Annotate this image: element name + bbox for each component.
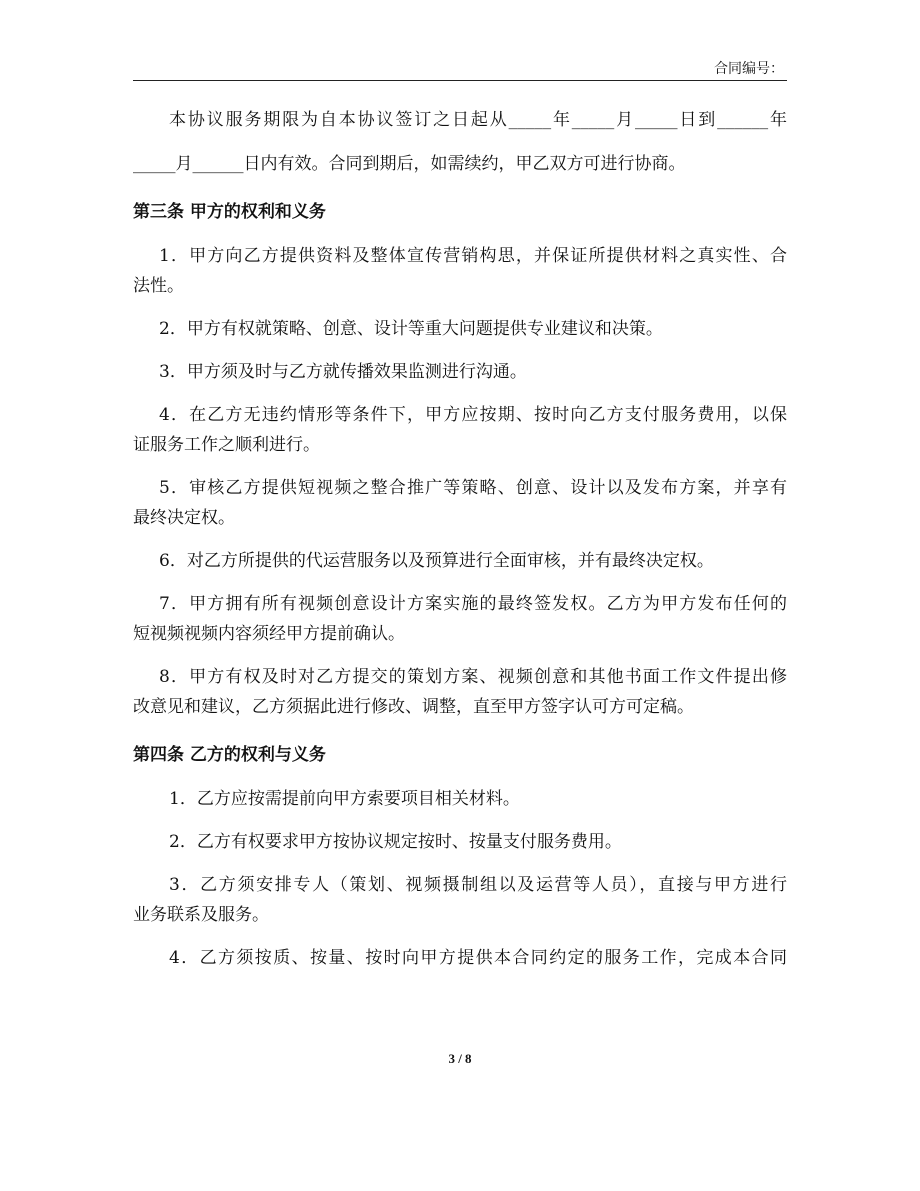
- page-number: 3 / 8: [448, 1051, 472, 1066]
- a3-item-7-line-1: 7．甲方拥有所有视频创意设计方案实施的最终签发权。乙方为甲方发布任何的: [159, 594, 787, 614]
- a3-item-7-line-2: 短视频视频内容须经甲方提前确认。: [133, 624, 405, 644]
- a3-item-4-line-2: 证服务工作之顺利进行。: [133, 435, 320, 455]
- term-line-1: 本协议服务期限为自本协议签订之日起从_____年_____月_____日到______年: [169, 110, 787, 130]
- a3-item-1-line-1: 1．甲方向乙方提供资料及整体宣传营销构思，并保证所提供材料之真实性、合: [159, 246, 787, 266]
- a3-item-3: 3．甲方须及时与乙方就传播效果监测进行沟通。: [159, 362, 527, 382]
- a3-item-5-line-2: 最终决定权。: [133, 508, 235, 528]
- a3-item-2: 2．甲方有权就策略、创意、设计等重大问题提供专业建议和决策。: [159, 319, 663, 339]
- term-line-2: _____月______日内有效。合同到期后，如需续约，甲乙双方可进行协商。: [133, 154, 686, 174]
- a3-item-8-line-2: 改意见和建议，乙方须据此进行修改、调整，直至甲方签字认可方可定稿。: [133, 697, 694, 717]
- article-3-title: 第三条 甲方的权利和义务: [133, 202, 326, 222]
- article-4-title: 第四条 乙方的权利与义务: [133, 745, 326, 765]
- a4-item-3-line-1: 3．乙方须安排专人（策划、视频摄制组以及运营等人员），直接与甲方进行: [169, 875, 787, 895]
- a3-item-5-line-1: 5．审核乙方提供短视频之整合推广等策略、创意、设计以及发布方案，并享有: [159, 478, 787, 498]
- a4-item-4-line-1: 4．乙方须按质、按量、按时向甲方提供本合同约定的服务工作，完成本合同: [169, 948, 787, 968]
- contract-number-label: 合同编号：: [714, 61, 784, 77]
- a3-item-8-line-1: 8．甲方有权及时对乙方提交的策划方案、视频创意和其他书面工作文件提出修: [159, 667, 787, 687]
- document-body: [133, 105, 787, 973]
- a3-item-6: 6．对乙方所提供的代运营服务以及预算进行全面审核，并有最终决定权。: [159, 551, 714, 571]
- header-rule: [133, 80, 787, 81]
- a4-item-3-line-2: 业务联系及服务。: [133, 905, 269, 925]
- a3-item-1-line-2: 法性。: [133, 276, 184, 296]
- a4-item-1: 1．乙方应按需提前向甲方索要项目相关材料。: [169, 789, 520, 809]
- a4-item-2: 2．乙方有权要求甲方按协议规定按时、按量支付服务费用。: [169, 832, 622, 852]
- a3-item-4-line-1: 4．在乙方无违约情形等条件下，甲方应按期、按时向乙方支付服务费用，以保: [159, 405, 787, 425]
